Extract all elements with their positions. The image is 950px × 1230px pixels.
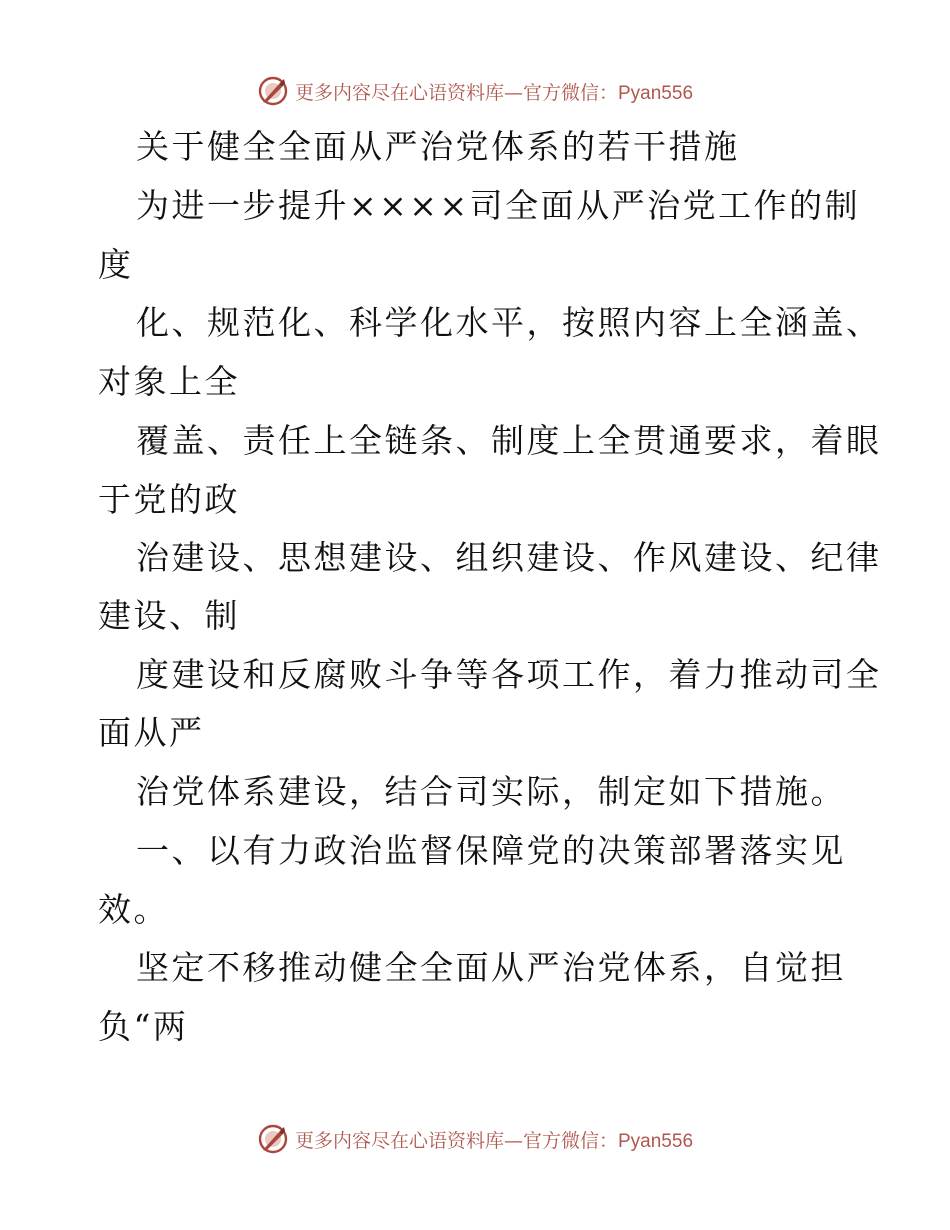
watermark-wechat-id: Pyan556: [618, 82, 694, 104]
paragraph-line: 度建设和反腐败斗争等各项工作，着力推动司全: [136, 655, 882, 694]
header-watermark: [0, 74, 950, 108]
document-title: 关于健全全面从严治党体系的若干措施: [136, 127, 740, 166]
watermark-wechat-id: Pyan556: [618, 1130, 694, 1152]
paragraph-line: 面从严: [98, 713, 205, 752]
watermark-text: 更多内容尽在心语资料库—官方微信：Pyan556: [294, 81, 694, 104]
paragraph-line: 建设、制: [98, 596, 240, 635]
section-heading: 效。: [98, 890, 169, 929]
paragraph-line: 于党的政: [98, 480, 240, 519]
paragraph-line: 治党体系建设，结合司实际，制定如下措施。: [136, 772, 846, 811]
paragraph-line: 负“两: [98, 1007, 189, 1046]
paragraph-line: 坚定不移推动健全全面从严治党体系，自觉担: [136, 948, 846, 987]
paragraph-line: 治建设、思想建设、组织建设、作风建设、纪律: [136, 538, 882, 577]
watermark-text: 更多内容尽在心语资料库—官方微信：Pyan556: [294, 1129, 694, 1152]
paragraph-line: 度: [98, 245, 134, 284]
quill-logo-icon: [257, 75, 289, 107]
paragraph-line: 对象上全: [98, 362, 240, 401]
paragraph-line: 化、规范化、科学化水平，按照内容上全涵盖、: [136, 303, 882, 342]
paragraph-line: 为进一步提升××××司全面从严治党工作的制: [136, 186, 861, 225]
footer-watermark: [0, 1122, 950, 1156]
quill-logo-icon: [257, 1123, 289, 1155]
section-heading: 一、以有力政治监督保障党的决策部署落实见: [136, 831, 846, 870]
paragraph-line: 覆盖、责任上全链条、制度上全贯通要求，着眼: [136, 421, 882, 460]
